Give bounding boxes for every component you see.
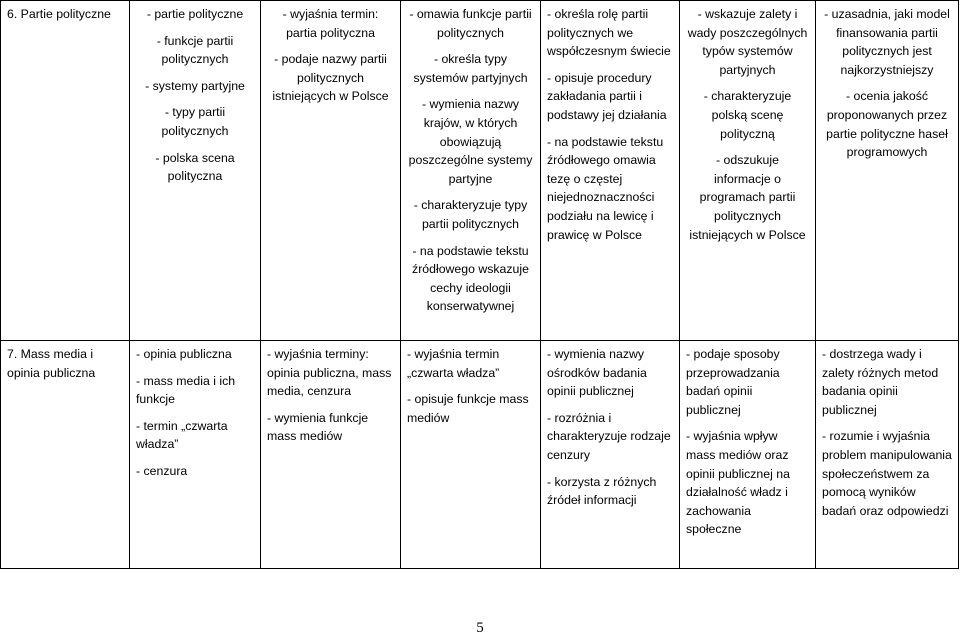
section-cell	[1, 1, 130, 341]
table-row-partie	[1, 1, 959, 341]
list-item: - ocenia jakość proponowanych przez partie polityczne haseł programowych	[826, 89, 948, 160]
list-item: - opisuje funkcje mass mediów	[407, 392, 529, 425]
list-item: - wymienia funkcje mass mediów	[267, 410, 369, 444]
list-item: - korzysta z różnych źródeł informacji	[547, 474, 657, 508]
list-item: - odszukuje informacje o programach partii politycznych istniejących w Polsce	[689, 153, 806, 242]
list-item: - podaje sposoby przeprowadzania badań opinii publicznej	[686, 347, 780, 417]
requirements-level2-cell	[401, 1, 541, 341]
topics-cell	[130, 1, 261, 341]
list-item: - wyjaśnia termin „czwarta władza”	[407, 347, 500, 380]
list-item: - omawia funkcje partii politycznych	[409, 7, 532, 40]
list-item: - cenzura	[136, 463, 188, 478]
table-row-media	[1, 341, 959, 569]
list-item: - charakteryzuje typy partii politycznych	[413, 198, 528, 231]
list-item: - typy partii politycznych	[161, 105, 229, 138]
section-title: 6. Partie polityczne	[7, 7, 111, 21]
requirements-level5-cell	[816, 341, 959, 569]
list-item: - opinia publiczna	[136, 347, 232, 361]
list-item: - na podstawie tekstu źródłowego wskazuje cechy ideologii konserwatywnej	[412, 243, 529, 314]
list-item: - na podstawie tekstu źródłowego omawia tezę o częstej niejednoznaczności podziału na lewicę i prawicę w Polsce	[547, 134, 664, 242]
requirements-level4-cell	[680, 341, 816, 569]
list-item: - rozumie i wyjaśnia problem manipulowania społeczeństwem za pomocą wyników badań oraz odpowiedzi	[822, 429, 952, 518]
list-item: - funkcje partii politycznych	[156, 33, 234, 67]
list-item: - uzasadnia, jaki model finansowania partii politycznych jest najkorzystniejszy	[824, 7, 950, 77]
requirements-basic-cell	[261, 1, 401, 341]
topics-cell	[130, 341, 261, 569]
requirements-level3-cell	[541, 1, 680, 341]
list-item: - dostrzega wady i zalety różnych metod badania opinii publicznej	[822, 347, 939, 417]
list-item: - określa typy systemów partyjnych	[413, 52, 528, 85]
requirements-level3-cell	[541, 341, 680, 569]
list-item: - wyjaśnia wpływ mass mediów oraz opinii publicznej na działalność władz i zachowania społeczne	[686, 429, 790, 537]
list-item: - wymienia nazwy krajów, w których obowiązują poszczególne systemy partyjne	[408, 97, 533, 186]
list-item: - wyjaśnia termin: partia polityczna	[282, 7, 379, 40]
requirements-basic-cell	[261, 341, 401, 569]
section-title: 7. Mass media i opinia publiczna	[7, 347, 96, 380]
list-item: - rozróżnia i charakteryzuje rodzaje cenzury	[547, 410, 671, 462]
list-item: - określa rolę partii politycznych we współczesnym świecie	[547, 7, 671, 59]
requirements-level2-cell	[401, 341, 541, 569]
requirements-level4-cell	[680, 1, 816, 341]
section-cell	[1, 341, 130, 569]
list-item: - wskazuje zalety i wady poszczególnych typów systemów partyjnych	[687, 7, 808, 77]
list-item: - podaje nazwy partii politycznych istniejących w Polsce	[272, 52, 389, 104]
requirements-level5-cell	[816, 1, 959, 341]
list-item: - systemy partyjne	[145, 78, 245, 93]
list-item: - wyjaśnia terminy: opinia publiczna, mass media, cenzura	[267, 347, 392, 399]
list-item: - termin „czwarta władza”	[136, 418, 228, 452]
list-item: - wymienia nazwy ośrodków badania opinii publicznej	[547, 347, 647, 399]
page-number: 5	[476, 620, 484, 636]
list-item: - opisuje procedury zakładania partii i podstawy jej działania	[547, 70, 667, 122]
list-item: - mass media i ich funkcje	[136, 373, 236, 407]
list-item: - charakteryzuje polską scenę polityczną	[703, 89, 792, 141]
list-item: - polska scena polityczna	[155, 150, 235, 184]
list-item: - partie polityczne	[146, 7, 244, 21]
